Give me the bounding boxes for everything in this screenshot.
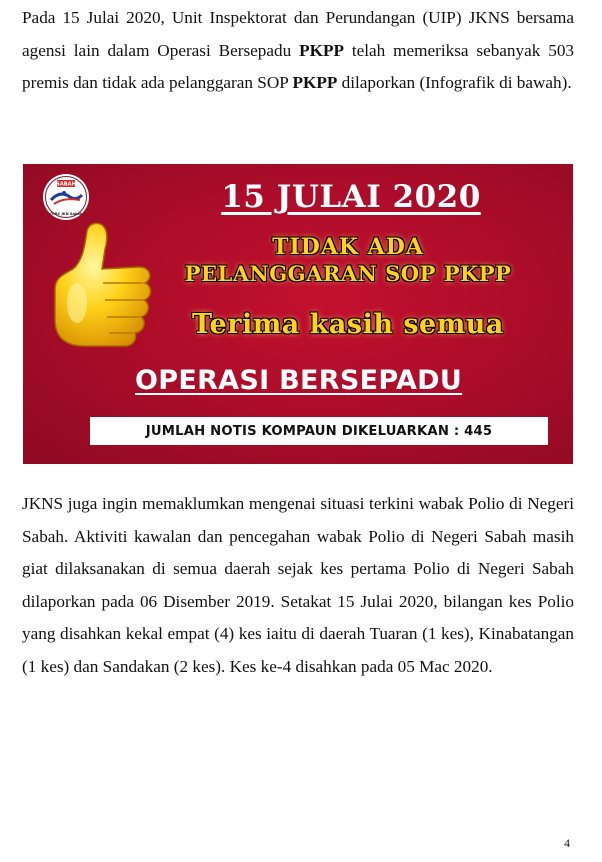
- page-number: 4: [564, 836, 570, 850]
- infographic-banner: [23, 164, 573, 464]
- jkn-sabah-logo: [42, 173, 90, 221]
- infographic-headline-2: PELANGGARAN SOP PKPP: [184, 261, 512, 286]
- intro-bold-pkpp-2: PKPP: [292, 73, 338, 93]
- logo-bottom-text: CPRC JKN Sabah: [49, 212, 83, 216]
- infographic-date: 15 JULAI 2020: [221, 179, 481, 215]
- infographic-thanks: Terima kasih semua: [192, 309, 504, 340]
- intro-bold-pkpp-1: PKPP: [299, 40, 344, 60]
- intro-text-mid: telah memeriksa sebanyak 503 premis dan tidak ada pelanggaran SOP: [22, 40, 575, 93]
- polio-paragraph: JKNS juga ingin memaklumkan mengenai situasi terkini wabak Polio di Negeri Sabah. Aktiviti kawalan dan pencegahan wabak Polio di Negeri Sabah masih giat dilaksanakan di semua daerah sejak kes pertama Polio di Negeri Sabah dilaporkan pada 06 Disember 2019. Setakat 15 Julai 2020, bilangan kes Polio yang disahkan kekal empat (4) kes iaitu di daerah Tuaran (1 kes), Kinabatangan (1 kes) dan Sandakan (2 kes). Kes ke-4 disahkan pada 05 Mac 2020.: [22, 494, 574, 676]
- infographic-notice-box: [90, 417, 548, 445]
- infographic-notice-text: JUMLAH NOTIS KOMPAUN DIKELUARKAN : 445: [145, 423, 493, 439]
- infographic-headline-1: TIDAK ADA: [272, 234, 424, 260]
- intro-paragraph: [22, 2, 574, 100]
- infographic-operation-title: OPERASI BERSEPADU: [135, 365, 463, 396]
- intro-text-post: dilaporkan (Infografik di bawah).: [337, 73, 572, 93]
- logo-top-text: SABAH: [55, 181, 77, 188]
- intro-text-pre: Pada 15 Julai 2020, Unit Inspektorat dan Perundangan (UIP) JKNS bersama agensi lain dalam Operasi Bersepadu: [22, 8, 574, 60]
